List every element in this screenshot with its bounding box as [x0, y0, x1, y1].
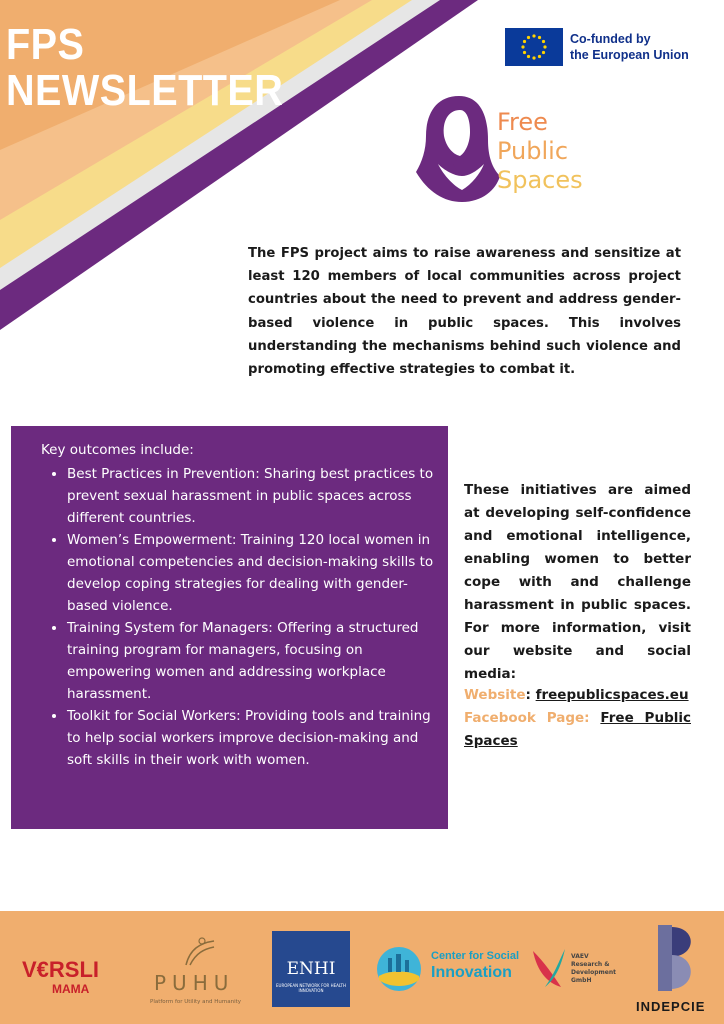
vaev-line-3: Development — [571, 969, 616, 976]
puhu-name: PUHU — [154, 971, 235, 995]
puhu-logo — [150, 935, 250, 1013]
outcome-item: • Toolkit for Social Workers: Providing tools and training to help social workers improve decision-making and soft skills in their work with women. — [67, 705, 439, 771]
center-for-social-innovation-logo — [374, 944, 524, 994]
intro-paragraph: The FPS project aims to raise awareness and sensitize at least 120 members of local communities across project countries about the need to prevent and address gender-based violence in public spaces. This involves understanding the mechanisms behind such violence and promoting effective strategies to combat it. — [248, 246, 681, 378]
enhi-name: ENHI — [286, 959, 336, 979]
eu-badge-line-2: the European Union — [570, 48, 689, 62]
eu-badge-text — [570, 31, 689, 63]
wordmark-public: Public — [497, 137, 569, 165]
title-line-2: NEWSLETTER — [6, 66, 284, 115]
wordmark-free: Free — [497, 108, 548, 136]
key-outcomes-heading: Key outcomes include: — [41, 442, 194, 458]
eu-badge-line-1: Co-funded by — [570, 32, 651, 46]
enhi-logo — [272, 931, 350, 1007]
facebook-label: Facebook Page: — [464, 710, 590, 726]
website-link[interactable]: freepublicspaces.eu — [535, 687, 689, 703]
partner-logos-footer — [0, 911, 724, 1024]
indepcie-logo — [634, 921, 724, 1021]
enhi-tagline: EUROPEAN NETWORK FOR HEALTH INNOVATION — [276, 983, 346, 993]
vaev-line-4: GmbH — [571, 977, 592, 984]
facebook-link[interactable]: Free Public Spaces — [464, 710, 691, 749]
outcome-item: • Women’s Empowerment: Training 120 local women in emotional competencies and decision-making skills to develop coping strategies for dealing with gender-based violence. — [67, 529, 439, 617]
vaev-line-2: Research & — [571, 961, 610, 968]
eu-flag-icon — [505, 28, 563, 66]
indepcie-name: INDEPCIE — [636, 999, 706, 1014]
csi-line-2: Innovation — [431, 964, 512, 981]
indepcie-emblem-icon — [648, 921, 708, 995]
csi-line-1: Center for Social — [431, 950, 520, 962]
vorsli-mama-logo — [22, 958, 132, 996]
puhu-tagline: Platform for Utility and Humanity — [150, 999, 242, 1005]
csi-globe-icon — [374, 944, 424, 994]
newsletter-title — [6, 22, 283, 114]
vaev-name: VAEV — [571, 953, 589, 960]
outcome-item: • Best Practices in Prevention: Sharing best practices to prevent sexual harassment in public spaces across different countries. — [67, 463, 439, 529]
initiatives-paragraph: These initiatives are aimed at developing self-confidence and emotional intelligence, enabling women to better cope with and challenge harassment in public spaces. For more information, visit our website and social media: — [464, 482, 691, 682]
vorsli-name: V€RSLI — [22, 957, 100, 982]
key-outcomes-box — [11, 426, 448, 829]
free-public-spaces-wordmark — [497, 108, 583, 195]
key-outcomes-list — [49, 463, 439, 771]
website-separator: : — [525, 687, 531, 703]
website-label: Website — [464, 687, 526, 703]
initiatives-column — [464, 479, 691, 686]
wordmark-spaces: Spaces — [497, 166, 583, 194]
vorsli-subname: MAMA — [52, 982, 90, 996]
vaev-leaf-icon — [531, 947, 567, 991]
contact-links — [464, 684, 691, 753]
eu-cofunded-badge — [505, 28, 689, 66]
title-line-1: FPS — [6, 20, 85, 69]
vaev-logo — [531, 947, 631, 997]
woman-silhouette-logo-icon — [414, 92, 504, 204]
puhu-emblem-icon — [180, 935, 220, 969]
outcome-item: • Training System for Managers: Offering a structured training program for managers, focusing on empowering women and addressing workplace harassment. — [67, 617, 439, 705]
